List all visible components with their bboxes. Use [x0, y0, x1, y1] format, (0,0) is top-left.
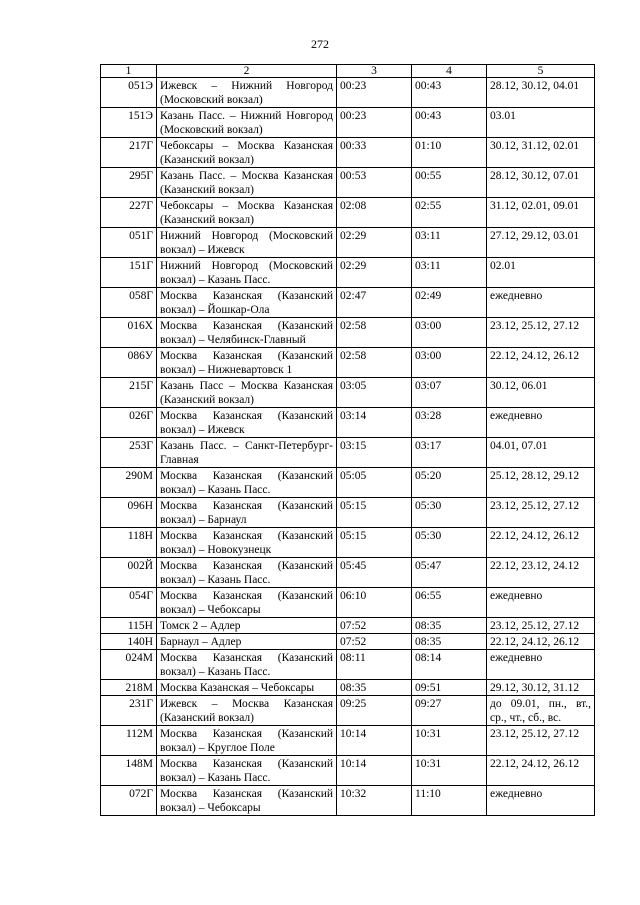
schedule-days-cell: ежедневно: [487, 786, 595, 816]
arrival-time-cell: 08:35: [412, 618, 487, 634]
arrival-time-cell: 03:11: [412, 228, 487, 258]
arrival-time-cell: 03:00: [412, 348, 487, 378]
departure-time-cell: 02:47: [337, 288, 412, 318]
schedule-days-cell: 30.12, 06.01: [487, 378, 595, 408]
arrival-time-cell: 09:51: [412, 680, 487, 696]
train-number-cell: 295Г: [101, 168, 157, 198]
train-number-cell: 112М: [101, 726, 157, 756]
train-number-cell: 148М: [101, 756, 157, 786]
arrival-time-cell: 03:11: [412, 258, 487, 288]
arrival-time-cell: 02:49: [412, 288, 487, 318]
departure-time-cell: 00:23: [337, 78, 412, 108]
train-number-cell: 217Г: [101, 138, 157, 168]
table-row: [101, 634, 595, 650]
table-row: [101, 288, 595, 318]
arrival-time-cell: 01:10: [412, 138, 487, 168]
arrival-time-cell: 09:27: [412, 696, 487, 726]
schedule-days-cell: 31.12, 02.01, 09.01: [487, 198, 595, 228]
table-row: [101, 168, 595, 198]
route-cell: Москва Казанская (Казанский вокзал) – Казань Пасс.: [157, 650, 337, 680]
departure-time-cell: 02:29: [337, 228, 412, 258]
schedule-days-cell: 23.12, 25.12, 27.12: [487, 726, 595, 756]
train-number-cell: 058Г: [101, 288, 157, 318]
table-row: [101, 680, 595, 696]
table-row: [101, 498, 595, 528]
departure-time-cell: 08:35: [337, 680, 412, 696]
route-cell: Чебоксары – Москва Казанская (Казанский вокзал): [157, 138, 337, 168]
arrival-time-cell: 05:30: [412, 528, 487, 558]
schedule-days-cell: 30.12, 31.12, 02.01: [487, 138, 595, 168]
route-cell: Нижний Новгород (Московский вокзал) – Ижевск: [157, 228, 337, 258]
train-number-cell: 227Г: [101, 198, 157, 228]
arrival-time-cell: 03:28: [412, 408, 487, 438]
table-row: [101, 618, 595, 634]
departure-time-cell: 10:14: [337, 726, 412, 756]
departure-time-cell: 06:10: [337, 588, 412, 618]
departure-time-cell: 02:08: [337, 198, 412, 228]
schedule-days-cell: 28.12, 30.12, 04.01: [487, 78, 595, 108]
route-cell: Москва Казанская (Казанский вокзал) – Новокузнецк: [157, 528, 337, 558]
departure-time-cell: 10:14: [337, 756, 412, 786]
departure-time-cell: 03:15: [337, 438, 412, 468]
schedule-days-cell: 23.12, 25.12, 27.12: [487, 498, 595, 528]
route-cell: Казань Пасс. – Нижний Новгород (Московский вокзал): [157, 108, 337, 138]
column-header-5: 5: [487, 65, 595, 78]
column-header-4: 4: [412, 65, 487, 78]
column-header-1: 1: [101, 65, 157, 78]
train-number-cell: 290М: [101, 468, 157, 498]
table-row: [101, 558, 595, 588]
schedule-days-cell: 27.12, 29.12, 03.01: [487, 228, 595, 258]
departure-time-cell: 07:52: [337, 634, 412, 650]
route-cell: Москва Казанская (Казанский вокзал) – Чебоксары: [157, 588, 337, 618]
arrival-time-cell: 06:55: [412, 588, 487, 618]
table-row: [101, 726, 595, 756]
departure-time-cell: 00:33: [337, 138, 412, 168]
departure-time-cell: 05:45: [337, 558, 412, 588]
train-number-cell: 024М: [101, 650, 157, 680]
departure-time-cell: 02:29: [337, 258, 412, 288]
table-row: [101, 318, 595, 348]
arrival-time-cell: 03:07: [412, 378, 487, 408]
table-row: [101, 696, 595, 726]
route-cell: Москва Казанская (Казанский вокзал) – Барнаул: [157, 498, 337, 528]
departure-time-cell: 10:32: [337, 786, 412, 816]
train-number-cell: 140Н: [101, 634, 157, 650]
route-cell: Томск 2 – Адлер: [157, 618, 337, 634]
schedule-days-cell: 22.12, 24.12, 26.12: [487, 348, 595, 378]
schedule-days-cell: 22.12, 24.12, 26.12: [487, 756, 595, 786]
departure-time-cell: 08:11: [337, 650, 412, 680]
schedule-days-cell: 22.12, 24.12, 26.12: [487, 528, 595, 558]
schedule-days-cell: 22.12, 24.12, 26.12: [487, 634, 595, 650]
arrival-time-cell: 05:30: [412, 498, 487, 528]
arrival-time-cell: 03:17: [412, 438, 487, 468]
route-cell: Ижевск – Нижний Новгород (Московский вокзал): [157, 78, 337, 108]
table-row: [101, 258, 595, 288]
train-number-cell: 054Г: [101, 588, 157, 618]
train-number-cell: 096Н: [101, 498, 157, 528]
table-row: [101, 348, 595, 378]
schedule-days-cell: 29.12, 30.12, 31.12: [487, 680, 595, 696]
schedule-days-cell: до 09.01, пн., вт., ср., чт., сб., вс.: [487, 696, 595, 726]
arrival-time-cell: 10:31: [412, 756, 487, 786]
departure-time-cell: 03:14: [337, 408, 412, 438]
route-cell: Москва Казанская (Казанский вокзал) – Казань Пасс.: [157, 756, 337, 786]
arrival-time-cell: 11:10: [412, 786, 487, 816]
route-cell: Барнаул – Адлер: [157, 634, 337, 650]
train-number-cell: 218М: [101, 680, 157, 696]
arrival-time-cell: 00:43: [412, 78, 487, 108]
table-row: [101, 228, 595, 258]
table-row: [101, 650, 595, 680]
train-number-cell: 051Э: [101, 78, 157, 108]
departure-time-cell: 09:25: [337, 696, 412, 726]
column-header-2: 2: [157, 65, 337, 78]
table-row: [101, 408, 595, 438]
departure-time-cell: 05:15: [337, 528, 412, 558]
arrival-time-cell: 03:00: [412, 318, 487, 348]
train-number-cell: 002Й: [101, 558, 157, 588]
departure-time-cell: 02:58: [337, 318, 412, 348]
route-cell: Ижевск – Москва Казанская (Казанский вокзал): [157, 696, 337, 726]
arrival-time-cell: 00:55: [412, 168, 487, 198]
schedule-days-cell: 04.01, 07.01: [487, 438, 595, 468]
schedule-days-cell: ежедневно: [487, 650, 595, 680]
schedule-days-cell: 02.01: [487, 258, 595, 288]
train-number-cell: 151Э: [101, 108, 157, 138]
train-number-cell: 051Г: [101, 228, 157, 258]
schedule-days-cell: 23.12, 25.12, 27.12: [487, 318, 595, 348]
arrival-time-cell: 02:55: [412, 198, 487, 228]
arrival-time-cell: 08:35: [412, 634, 487, 650]
train-number-cell: 072Г: [101, 786, 157, 816]
departure-time-cell: 05:05: [337, 468, 412, 498]
train-number-cell: 026Г: [101, 408, 157, 438]
route-cell: Москва Казанская (Казанский вокзал) – Казань Пасс.: [157, 468, 337, 498]
table-row: [101, 78, 595, 108]
table-row: [101, 198, 595, 228]
route-cell: Казань Пасс. – Москва Казанская (Казанский вокзал): [157, 168, 337, 198]
arrival-time-cell: 05:20: [412, 468, 487, 498]
table-row: [101, 108, 595, 138]
table-row: [101, 528, 595, 558]
arrival-time-cell: 05:47: [412, 558, 487, 588]
table-row: [101, 138, 595, 168]
route-cell: Москва Казанская (Казанский вокзал) – Йошкар-Ола: [157, 288, 337, 318]
table-row: [101, 468, 595, 498]
schedule-days-cell: ежедневно: [487, 408, 595, 438]
column-header-3: 3: [337, 65, 412, 78]
table-body: [101, 78, 595, 816]
departure-time-cell: 03:05: [337, 378, 412, 408]
table-row: [101, 438, 595, 468]
train-number-cell: 215Г: [101, 378, 157, 408]
train-number-cell: 118Н: [101, 528, 157, 558]
train-number-cell: 086У: [101, 348, 157, 378]
route-cell: Москва Казанская (Казанский вокзал) – Казань Пасс.: [157, 558, 337, 588]
arrival-time-cell: 10:31: [412, 726, 487, 756]
route-cell: Казань Пасс. – Санкт-Петербург-Главная: [157, 438, 337, 468]
schedule-days-cell: ежедневно: [487, 288, 595, 318]
arrival-time-cell: 08:14: [412, 650, 487, 680]
page-number: 272: [311, 37, 329, 51]
route-cell: Москва Казанская (Казанский вокзал) – Чебоксары: [157, 786, 337, 816]
table-row: [101, 756, 595, 786]
route-cell: Чебоксары – Москва Казанская (Казанский вокзал): [157, 198, 337, 228]
train-number-cell: 253Г: [101, 438, 157, 468]
schedule-days-cell: 25.12, 28.12, 29.12: [487, 468, 595, 498]
table-row: [101, 588, 595, 618]
train-number-cell: 016Х: [101, 318, 157, 348]
departure-time-cell: 00:23: [337, 108, 412, 138]
train-number-cell: 115Н: [101, 618, 157, 634]
route-cell: Москва Казанская (Казанский вокзал) – Круглое Поле: [157, 726, 337, 756]
schedule-days-cell: 22.12, 23.12, 24.12: [487, 558, 595, 588]
schedule-days-cell: 03.01: [487, 108, 595, 138]
departure-time-cell: 00:53: [337, 168, 412, 198]
route-cell: Казань Пасс – Москва Казанская (Казанский вокзал): [157, 378, 337, 408]
train-number-cell: 231Г: [101, 696, 157, 726]
route-cell: Москва Казанская (Казанский вокзал) – Ижевск: [157, 408, 337, 438]
timetable: [100, 64, 595, 816]
train-number-cell: 151Г: [101, 258, 157, 288]
route-cell: Москва Казанская – Чебоксары: [157, 680, 337, 696]
schedule-days-cell: 23.12, 25.12, 27.12: [487, 618, 595, 634]
departure-time-cell: 05:15: [337, 498, 412, 528]
schedule-days-cell: ежедневно: [487, 588, 595, 618]
departure-time-cell: 02:58: [337, 348, 412, 378]
route-cell: Москва Казанская (Казанский вокзал) – Челябинск-Главный: [157, 318, 337, 348]
table-row: [101, 786, 595, 816]
route-cell: Нижний Новгород (Московский вокзал) – Казань Пасс.: [157, 258, 337, 288]
arrival-time-cell: 00:43: [412, 108, 487, 138]
departure-time-cell: 07:52: [337, 618, 412, 634]
header-row: [101, 65, 595, 78]
route-cell: Москва Казанская (Казанский вокзал) – Нижневартовск 1: [157, 348, 337, 378]
table-row: [101, 378, 595, 408]
schedule-days-cell: 28.12, 30.12, 07.01: [487, 168, 595, 198]
